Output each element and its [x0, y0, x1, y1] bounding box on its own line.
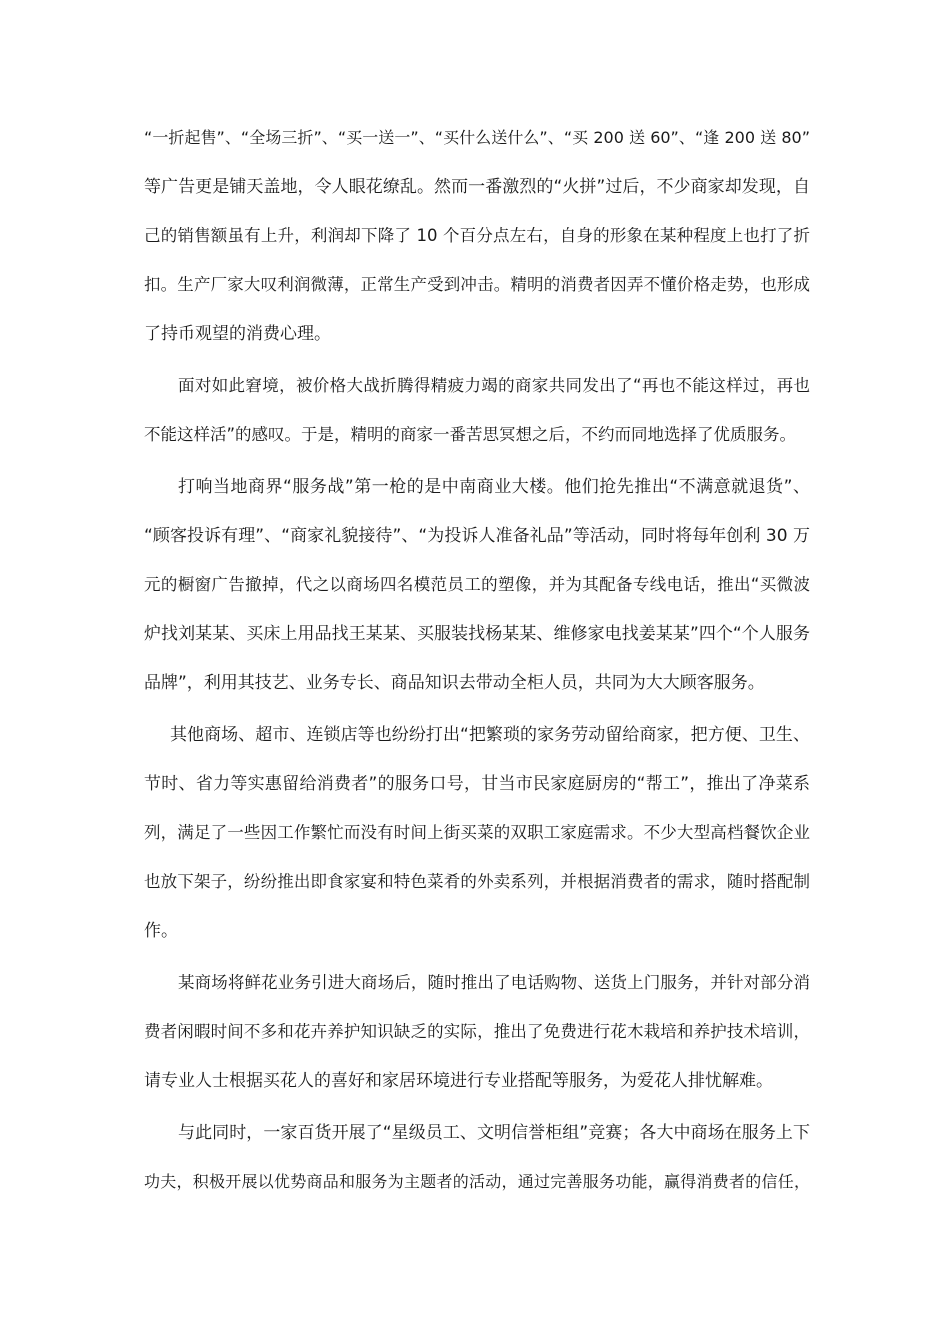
text-line: 己的销售额虽有上升，利润却下降了 10 个百分点左右，自身的形象在某种程度上也打了折	[144, 226, 810, 245]
text-line: 费者闲暇时间不多和花卉养护知识缺乏的实际，推出了免费进行花木栽培和养护技术培训，	[144, 1022, 810, 1041]
text-line: 炉找刘某某、买床上用品找王某某、买服装找杨某某、维修家电找姜某某”四个“个人服务	[144, 624, 810, 644]
text-line: 某商场将鲜花业务引进大商场后，随时推出了电话购物、送货上门服务，并针对部分消	[178, 973, 810, 992]
text-line: 其他商场、超市、连锁店等也纷纷打出“把繁琐的家务劳动留给商家，把方便、卫生、	[170, 725, 810, 745]
text-line: 作。	[144, 921, 178, 941]
text-line: 面对如此窘境，被价格大战折腾得精疲力竭的商家共同发出了“再也不能这样过，再也	[178, 376, 810, 395]
text-line: 打响当地商界“服务战”第一枪的是中南商业大楼。他们抢先推出“不满意就退货”、	[178, 477, 810, 497]
text-line: “一折起售”、“全场三折”、“买一送一”、“买什么送什么”、“买 200 送 60”、“逢 200 送 80”	[144, 128, 810, 147]
text-line: 扣。生产厂家大叹利润微薄，正常生产受到冲击。精明的消费者因弄不懂价格走势，也形成	[144, 275, 810, 294]
text-line: 列，满足了一些因工作繁忙而没有时间上街买菜的双职工家庭需求。不少大型高档餐饮企业	[144, 823, 810, 842]
text-line: 了持币观望的消费心理。	[144, 324, 331, 344]
text-line: 功夫，积极开展以优势商品和服务为主题者的活动，通过完善服务功能，赢得消费者的信任，	[144, 1172, 810, 1191]
text-line: 请专业人士根据买花人的喜好和家居环境进行专业搭配等服务，为爱花人排忧解难。	[144, 1071, 773, 1091]
text-line: “顾客投诉有理”、“商家礼貌接待”、“为投诉人准备礼品”等活动，同时将每年创利 30 万	[144, 526, 810, 546]
text-line: 元的橱窗广告撤掉，代之以商场四名模范员工的塑像，并为其配备专线电话，推出“买微波	[144, 575, 810, 594]
text-line: 品牌”，利用其技艺、业务专长、商品知识去带动全柜人员，共同为大大顾客服务。	[144, 673, 765, 693]
text-line: 节时、省力等实惠留给消费者”的服务口号，甘当市民家庭厨房的“帮工”，推出了净菜系	[144, 774, 810, 794]
text-line: 等广告更是铺天盖地，令人眼花缭乱。然而一番激烈的“火拼”过后，不少商家却发现，自	[144, 177, 810, 197]
text-line: 不能这样活”的感叹。于是，精明的商家一番苦思冥想之后，不约而同地选择了优质服务。	[144, 425, 797, 444]
text-line: 也放下架子，纷纷推出即食家宴和特色菜肴的外卖系列，并根据消费者的需求，随时搭配制	[144, 872, 810, 891]
text-line: 与此同时，一家百货开展了“星级员工、文明信誉柜组”竞赛；各大中商场在服务上下	[178, 1123, 810, 1143]
